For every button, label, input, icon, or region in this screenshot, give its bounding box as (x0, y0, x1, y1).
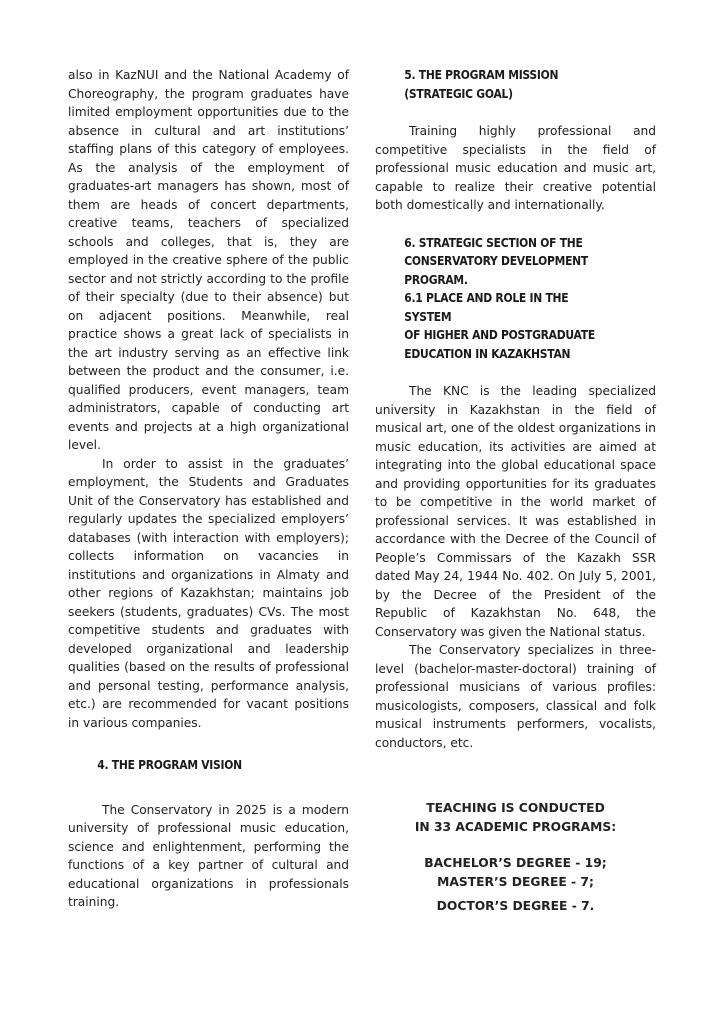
vision-paragraph: The Conservatory in 2025 is a modern university of professional music education, science and enlightenment, performing the functions of a key partner of cultural and educational organizations in professionals training. (68, 802, 349, 909)
mission-heading: 5. THE PROGRAM MISSION (STRATEGIC GOAL) (404, 67, 559, 101)
graduates-unit-paragraph: In order to assist in the graduates’ employment, the Students and Graduates Unit of the Conservatory has established and regularly updates the specialized employers’ databases (with interaction with employers); collects information on vacancies in institutions and organizations in Almaty and other regions of Kazakhstan; maintains job seekers (students, graduates) CVs. The most competitive students and graduates with developed organizational and leadership qualities (based on the results of professional and personal testing, performance analysis, etc.) are recommended for vacant positions in various companies. (68, 456, 349, 730)
left-column (68, 66, 349, 912)
teaching-line-1: TEACHING IS CONDUCTED (426, 801, 605, 815)
teaching-line-2: IN 33 ACADEMIC PROGRAMS: (414, 819, 617, 834)
profiles-paragraph: The Conservatory specializes in three-level (bachelor-master-doctoral) training of professional musicians of various profiles: musicologists, composers, classical and folk musical instruments performers, vocalists, conductors, etc. (375, 643, 656, 750)
knc-paragraph: The KNC is the leading specialized university in Kazakhstan in the field of musical art, one of the oldest organizations in music education, its activities are aimed at integrating into the global educational space and providing opportunities for its graduates to be competitive in the world market of professional services. It was established in accordance with the Decree of the Council of People’s Commissars of the Kazakh SSR dated May 24, 1944 No. 402. On July 5, 2001, by the Decree of the President of the Republic of Kazakhstan No. 648, the Conservatory was given the National status. (375, 384, 656, 639)
mission-paragraph: Training highly professional and competitive specialists in the field of professional music education and music art, capable to realize their creative potential both domestically and internationally. (375, 124, 656, 212)
strategic-section-heading: 6. STRATEGIC SECTION OF THE CONSERVATORY DEVELOPMENT PROGRAM. 6.1 PLACE AND ROLE IN THE SYSTEM OF HIGHER AND POSTGRADUATE EDUCATION IN KAZAKHSTAN (404, 234, 595, 361)
vision-heading: 4. THE PROGRAM VISION (97, 757, 242, 772)
right-column (375, 66, 656, 916)
doctor-count: DOCTOR’S DEGREE - 7. (436, 899, 595, 913)
master-count: MASTER’S DEGREE - 7; (437, 874, 594, 889)
bachelor-count: BACHELOR’S DEGREE - 19; (424, 856, 607, 870)
employment-paragraph: also in KazNUI and the National Academy of Choreography, the program graduates have limited employment opportunities due to the absence in cultural and art institutions’ staffing plans of this category of employees. As the analysis of the employment of graduates-art managers has shown, most of them are heads of concert departments, creative teams, teachers of specialized schools and colleges, that is, they are employed in the creative sphere of the public sector and not strictly according to the profile of their specialty (due to their absence) but on adjacent positions. Meanwhile, real practice shows a great lack of specialists in the art industry serving as an effective link between the product and the consumer, i.e. qualified producers, event managers, team administrators, capable of conducting art events and projects at a high organizational level. (68, 68, 349, 452)
